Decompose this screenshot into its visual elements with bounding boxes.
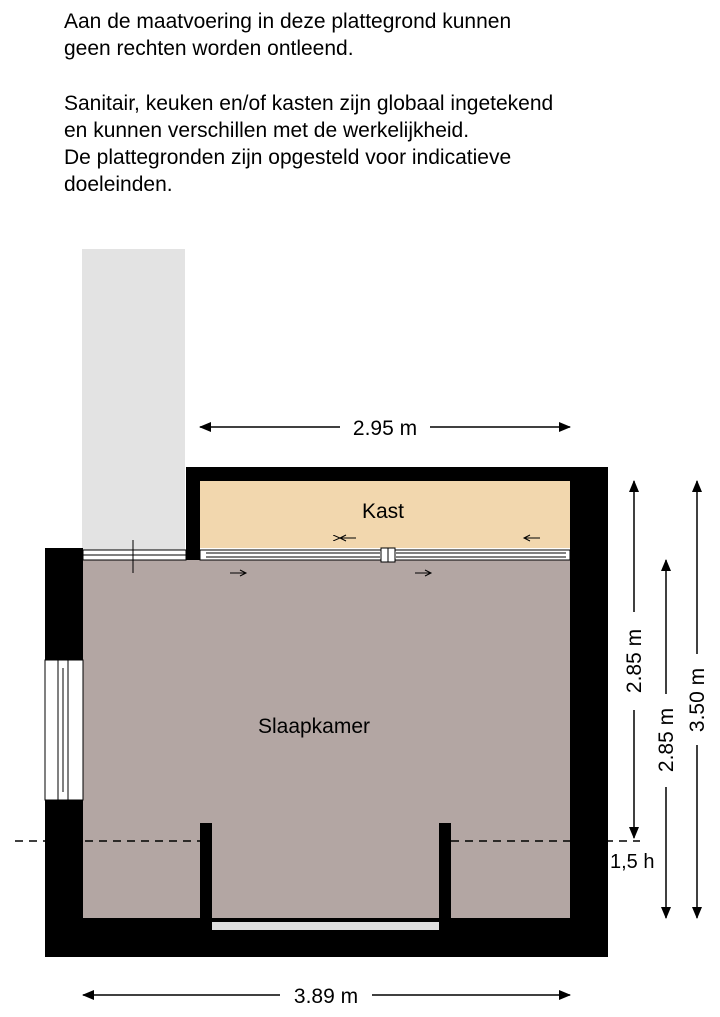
wall-top-left [45,548,83,562]
dimension-right-middle-label: 2.85 m [655,707,678,773]
ceiling-height-label: 1,5 h [610,851,655,873]
wall-top-closet [186,467,608,481]
bedroom-area [83,560,570,918]
outside-area [82,249,185,560]
window-left [45,660,83,800]
disclaimer-line: geen rechten worden ontleend. [64,37,354,60]
dimension-right-inner-label: 2.85 m [623,628,646,694]
wall-right [570,467,608,957]
wall-closet-left [186,467,200,560]
disclaimer-line: Aan de maatvoering in deze plattegrond kunnen [64,10,512,33]
disclaimer-line: en kunnen verschillen met de werkelijkheid. [64,119,470,142]
room-label-slaapkamer: Slaapkamer [257,715,371,738]
disclaimer-line: Sanitair, keuken en/of kasten zijn globaal ingetekend [64,92,554,115]
dimension-right-outer-label: 3.50 m [686,667,709,733]
disclaimer-line: De plattegronden zijn opgesteld voor indicatieve [64,146,512,169]
room-label-kast: Kast [361,500,405,523]
disclaimer-line: doeleinden. [64,173,173,196]
dimension-bottom-label: 3.89 m [293,985,359,1008]
dimension-top-label: 2.95 m [352,417,418,440]
